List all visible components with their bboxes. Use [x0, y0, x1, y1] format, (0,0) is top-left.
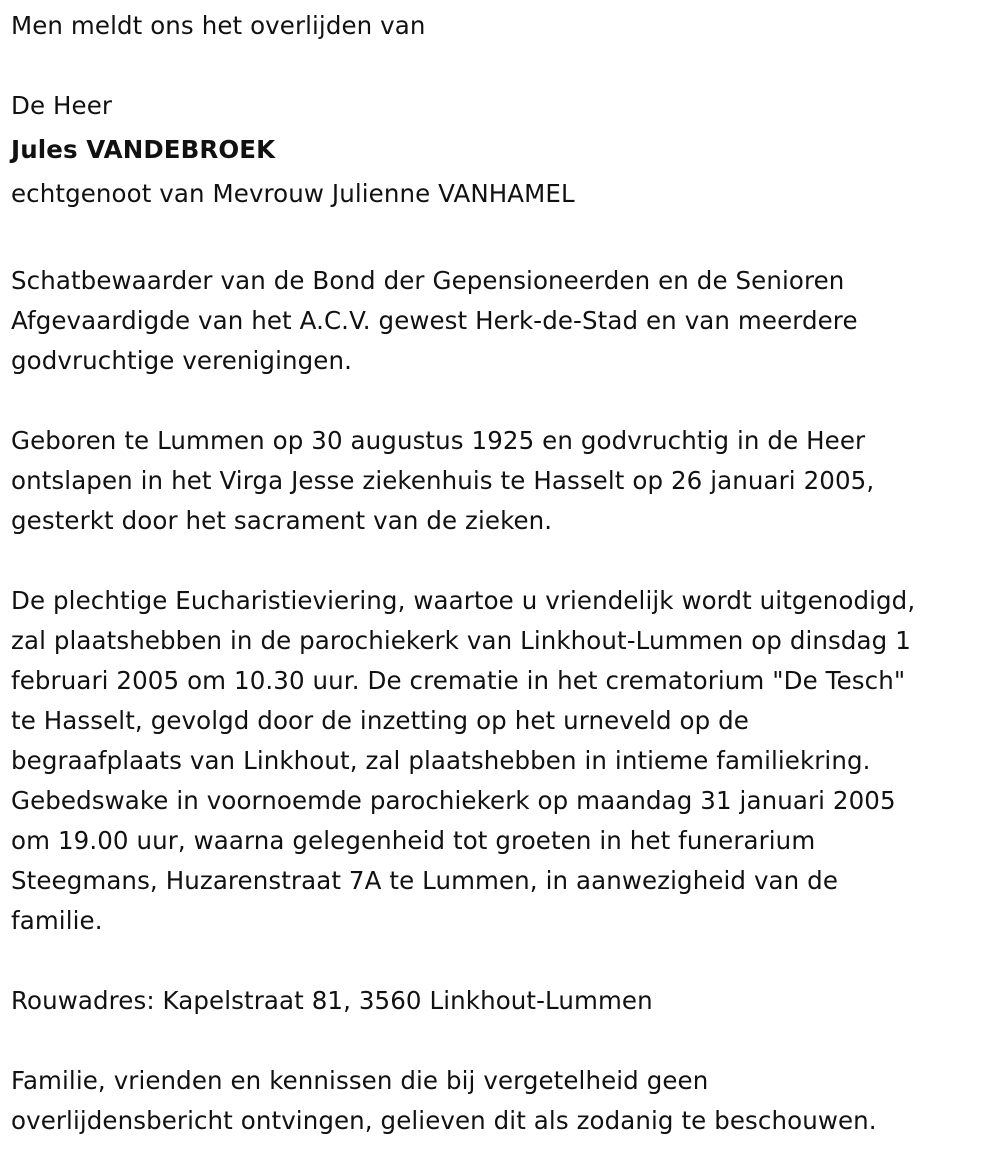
deceased-name: Jules VANDEBROEK: [11, 135, 276, 164]
closing-paragraph: [11, 1061, 877, 1141]
ceremony-line: te Hasselt, gevolgd door de inzetting op het urneveld op de: [11, 706, 749, 735]
ceremony-line: om 19.00 uur, waarna gelegenheid tot groeten in het funerarium: [11, 826, 816, 855]
ceremony-line: Gebedswake in voornoemde parochiekerk op maandag 31 januari 2005: [11, 786, 896, 815]
ceremony-paragraph: [11, 581, 915, 941]
roles-line: Afgevaardigde van het A.C.V. gewest Herk-de-Stad en van meerdere: [11, 306, 858, 335]
ceremony-line: begraafplaats van Linkhout, zal plaatshebben in intieme familiekring.: [11, 746, 871, 775]
honorific: De Heer: [11, 91, 113, 120]
ceremony-line: februari 2005 om 10.30 uur. De crematie in het crematorium "De Tesch": [11, 666, 906, 695]
roles-line: godvruchtige verenigingen.: [11, 346, 352, 375]
ceremony-line: zal plaatshebben in de parochiekerk van Linkhout-Lummen op dinsdag 1: [11, 626, 911, 655]
birth-death-line: gesterkt door het sacrament van de zieken.: [11, 506, 553, 535]
birth-death-paragraph: [11, 421, 874, 541]
closing-line: Familie, vrienden en kennissen die bij vergetelheid geen: [11, 1066, 709, 1095]
address-paragraph: [11, 981, 653, 1021]
spouse-line: echtgenoot van Mevrouw Julienne VANHAMEL: [11, 179, 575, 208]
roles-paragraph: [11, 261, 858, 381]
closing-line: overlijdensbericht ontvingen, gelieven dit als zodanig te beschouwen.: [11, 1106, 877, 1135]
birth-death-line: Geboren te Lummen op 30 augustus 1925 en godvruchtig in de Heer: [11, 426, 866, 455]
ceremony-line: familie.: [11, 906, 103, 935]
roles-line: Schatbewaarder van de Bond der Gepensioneerden en de Senioren: [11, 266, 845, 295]
mourning-address: Rouwadres: Kapelstraat 81, 3560 Linkhout-Lummen: [11, 986, 653, 1015]
intro-text: Men meldt ons het overlijden van: [11, 11, 426, 40]
ceremony-line: De plechtige Eucharistieviering, waartoe u vriendelijk wordt uitgenodigd,: [11, 586, 916, 615]
intro-section: [11, 6, 426, 46]
birth-death-line: ontslapen in het Virga Jesse ziekenhuis te Hasselt op 26 januari 2005,: [11, 466, 875, 495]
ceremony-line: Steegmans, Huzarenstraat 7A te Lummen, in aanwezigheid van de: [11, 866, 838, 895]
deceased-block: [11, 86, 575, 216]
